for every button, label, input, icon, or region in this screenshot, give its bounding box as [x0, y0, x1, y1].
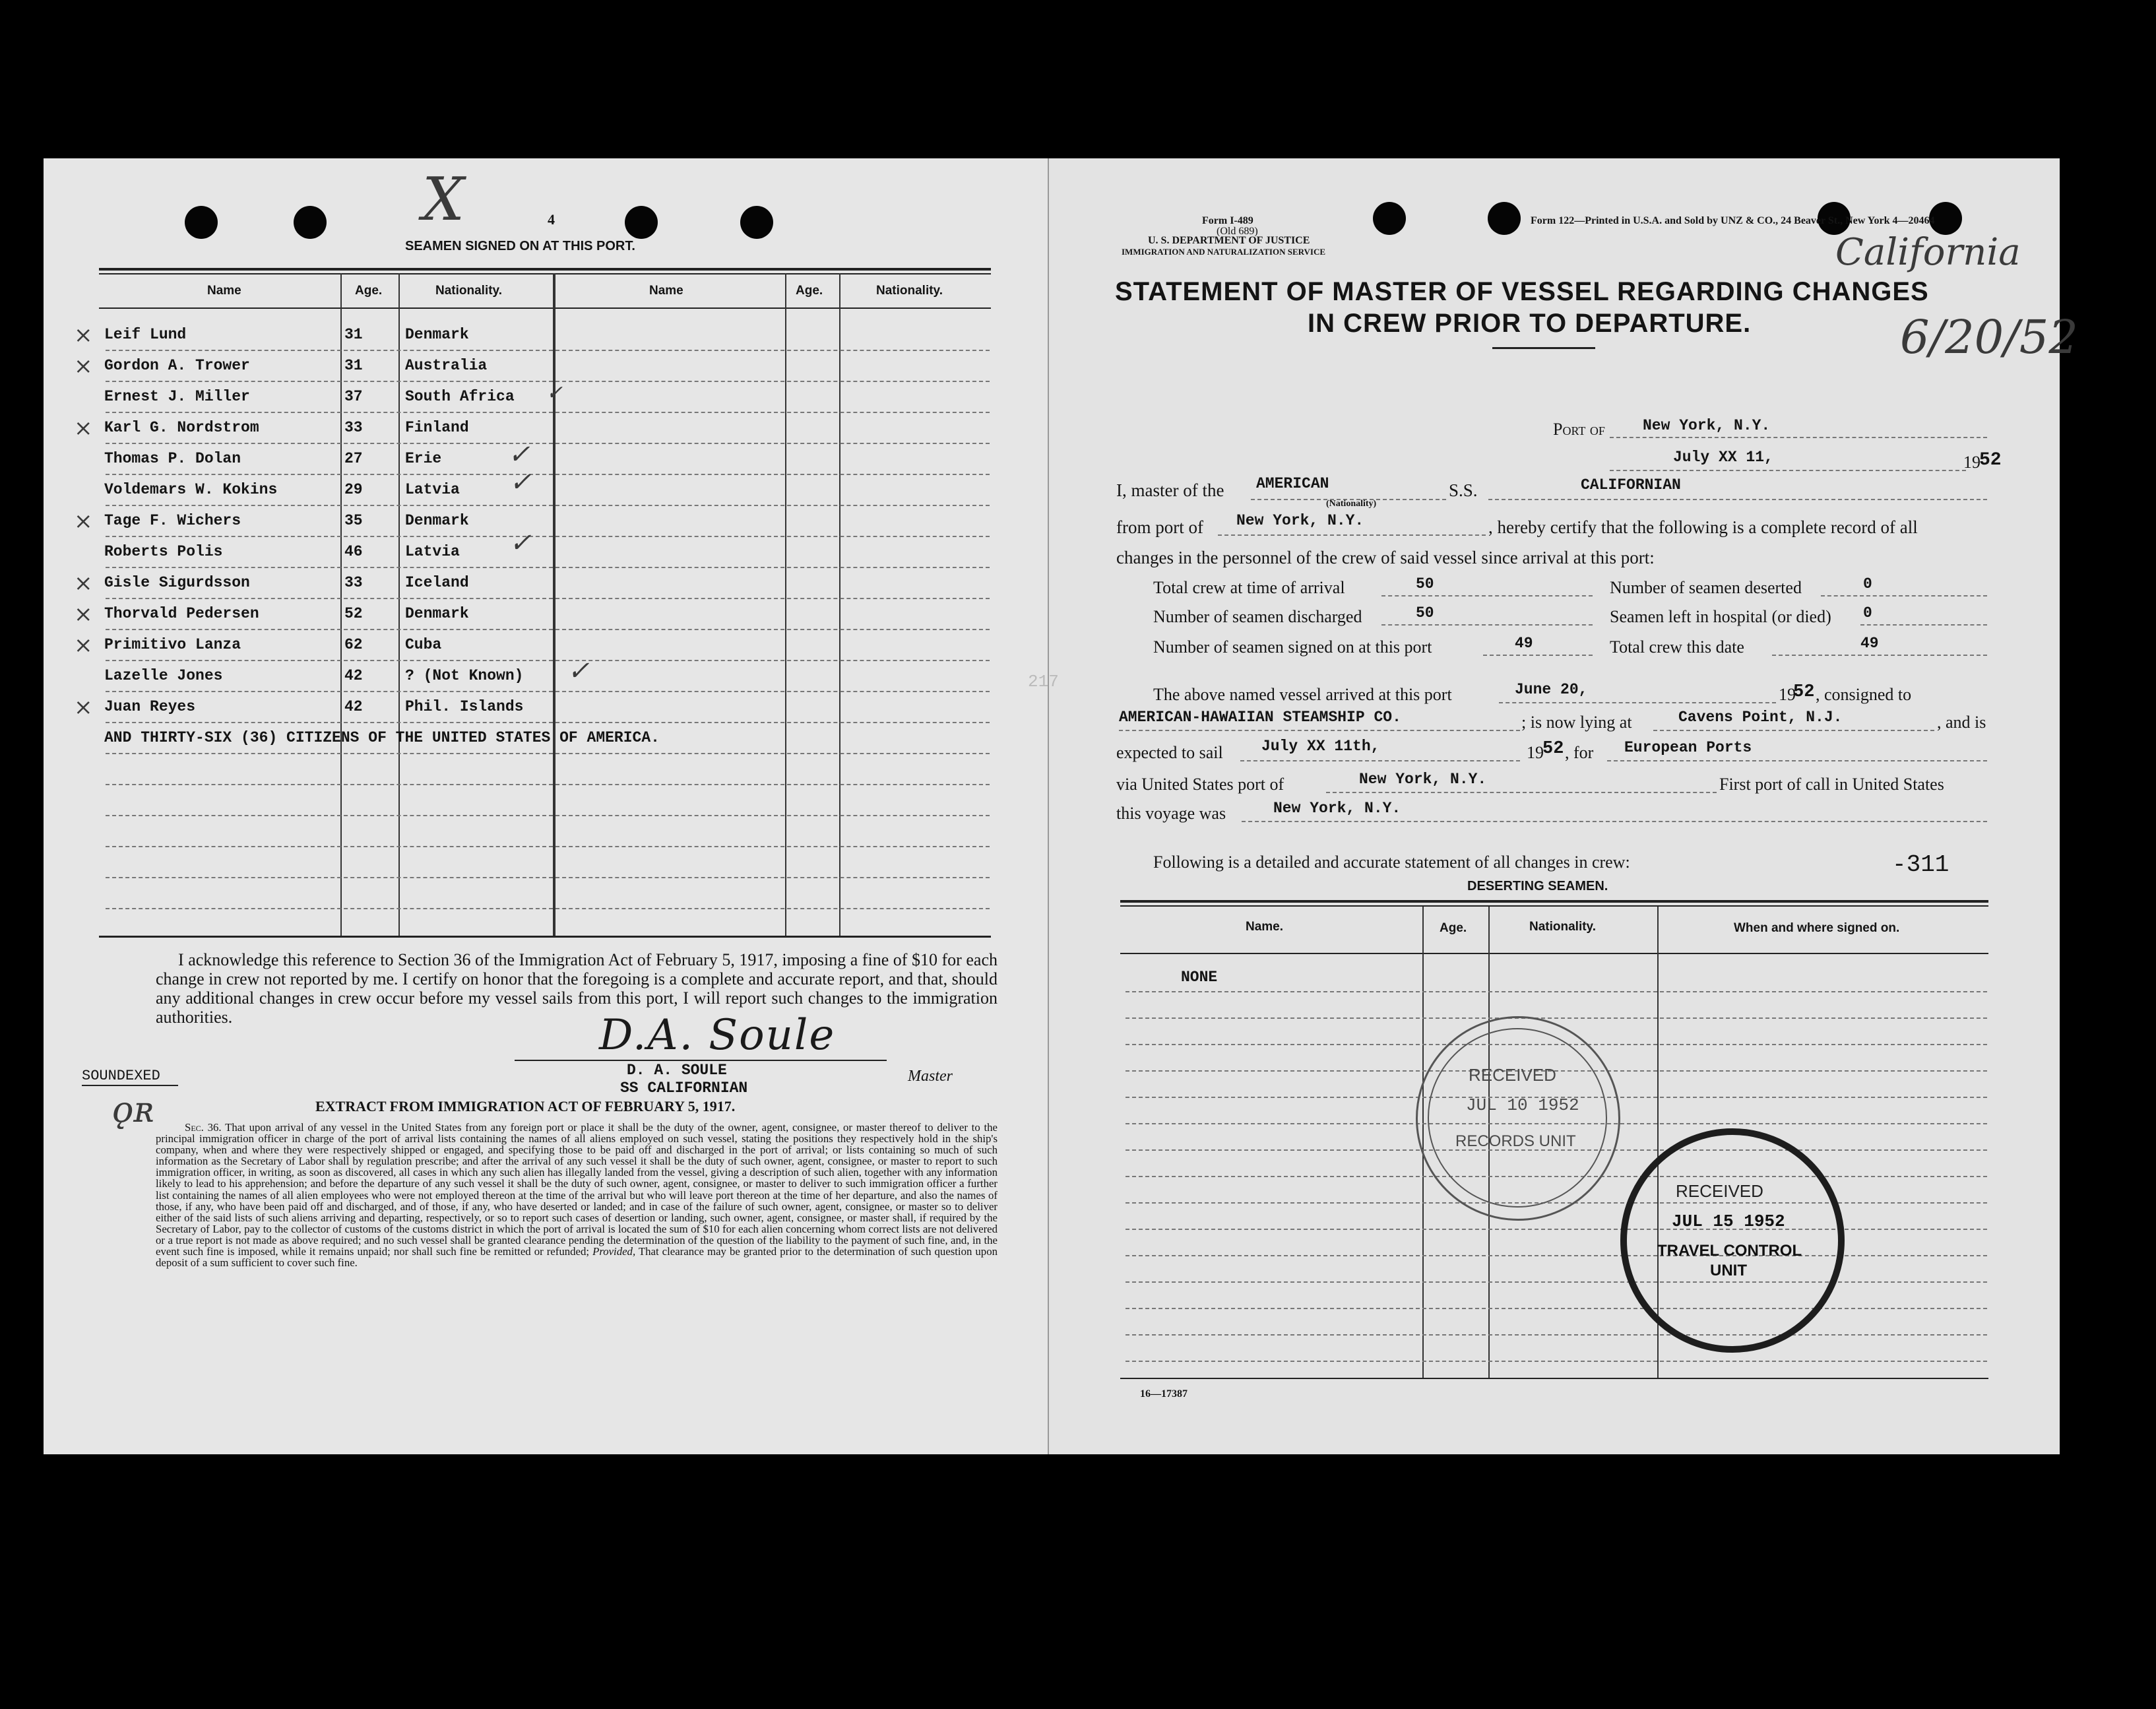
row-rule [1126, 1255, 1987, 1256]
crew-age: 31 [344, 326, 363, 343]
row-rule [106, 474, 990, 475]
voyage-value: New York, N.Y. [1273, 800, 1401, 817]
lying-value: Cavens Point, N.J. [1678, 709, 1843, 726]
desert-table-bottom [1120, 1378, 1988, 1379]
changes-text: changes in the personnel of the crew of said vessel since arrival at this port: [1116, 548, 1655, 567]
via-rule [1326, 792, 1717, 793]
cross-mark: × [74, 601, 93, 628]
section-heading: SEAMEN SIGNED ON AT THIS PORT. [405, 239, 635, 253]
column-divider [553, 273, 555, 937]
crew-name: Karl G. Nordstrom [104, 419, 259, 436]
crew-nationality: Finland [405, 419, 469, 436]
soundexed-underline [82, 1085, 178, 1086]
crew-age: 33 [344, 419, 363, 436]
row-rule [106, 505, 990, 506]
deserted-label: Number of seamen deserted [1610, 578, 1802, 597]
vessel-name: CALIFORNIAN [1581, 476, 1681, 494]
master-label: Master [908, 1068, 953, 1085]
port-value: New York, N.Y. [1643, 417, 1771, 434]
column-header: Age. [355, 284, 383, 298]
discharged-label: Number of seamen discharged [1153, 607, 1362, 626]
date-rule [1610, 470, 1966, 471]
row-rule [106, 443, 990, 444]
cross-mark: × [74, 415, 93, 441]
punch-hole [294, 206, 327, 239]
row-rule [1126, 1229, 1987, 1230]
stat-rule [1821, 595, 1987, 597]
cross-mark: × [74, 632, 93, 659]
crew-age: 46 [344, 543, 363, 560]
crew-nationality: Iceland [405, 574, 469, 591]
acknowledgement-text: I acknowledge this reference to Section 36 of the Immigration Act of February 5, 1917, imposing a fine of $10 for each change in crew not reported by me. I certify on honor that the foregoing is a complete and accurate report, and that, should any additional changes in crew occur before my vessel sails from this port, I will report such changes to the immigration authorities. [156, 950, 998, 1027]
desert-table-top [1120, 900, 1988, 903]
column-divider [340, 273, 342, 937]
crew-name: Lazelle Jones [104, 667, 223, 684]
punch-hole [1488, 202, 1521, 235]
crew-nationality: South Africa [405, 388, 515, 405]
lying-label: ; is now lying at [1521, 713, 1632, 732]
extract-body: That upon arrival of any vessel in the United States from any foreign port or place it shall be the duty of the owner, agent, consignee, or master thereof to deliver to the principal immigration officer in charge of the port of arrival lists containing the names of all aliens employed on such vessel, stating the positions they respectively hold in the ship's company, when and where they were respectively shipped or engaged, and specifying those to be paid off and discharged in the port of arrival; or lists containing so much of such information as the Secretary of Labor shall by regulation prescribe; and after the arrival of any such vessel it shall be the duty of such owner, agent, consignee, or master to report to such immigration officer, in writing, as soon as discovered, all cases in which any such alien has illegally landed from the vessel, giving a description of such alien, together with any information likely to lead to his apprehension; and before the departure of any such vessel it shall be the duty of such owner, agent, consignee, or master to deliver to such immigration officer a further list containing the names of all alien employees who were not employed thereon at the time of the arrival but who will leave port thereon at the time of her departure, and also the names of those, if any, who have been paid off and discharged, and of those, if any, who have deserted or landed; and in case of the failure of such owner, agent, consignee, or master so to deliver either of the said lists of such aliens arriving and departing, respectively, or so to report such cases of desertion or landing, such owner, agent, consignee, or master shall, if required by the Secretary of Labor, pay to the collector of customs of the customs district in which the port of arrival is located the sum of $10 for each alien concerning whom correct lists are not delivered or a true report is not made as above required; and no such vessel shall be granted clearance pending the determination of the question of the liability to the payment of such fine, and, in the event such fine is imposed, while it remains unpaid; nor shall such fine be remitted or refunded; [156, 1121, 998, 1258]
column-header: Age. [796, 284, 823, 298]
table-top-rule [99, 268, 991, 271]
date-year-prefix: 19 [1963, 453, 1981, 472]
following-label: Following is a detailed and accurate statement of all changes in crew: [1153, 853, 1630, 872]
department-name: U. S. DEPARTMENT OF JUSTICE [1148, 235, 1310, 246]
crew-name: Tage F. Wichers [104, 512, 241, 529]
service-name: IMMIGRATION AND NATURALIZATION SERVICE [1122, 247, 1326, 257]
and-is-label: , and is [1937, 713, 1986, 732]
desert-column-header: Name. [1246, 920, 1284, 934]
arrived-value: June 20, [1515, 681, 1588, 698]
lying-rule [1653, 730, 1934, 731]
consignee: AMERICAN-HAWAIIAN STEAMSHIP CO. [1119, 709, 1401, 726]
deserting-heading: DESERTING SEAMEN. [1467, 879, 1608, 893]
cross-mark: × [74, 508, 93, 534]
crew-nationality: Erie [405, 450, 442, 467]
extract-lead: Sec. 36. [185, 1121, 222, 1134]
total-crew-arrival-value: 50 [1416, 575, 1434, 593]
title-underline [1492, 347, 1595, 349]
stamp-received-label: RECEIVED [1676, 1181, 1763, 1201]
punch-hole [1373, 202, 1406, 235]
vessel-rule [1488, 499, 1987, 500]
column-header: Name [649, 284, 683, 298]
crew-age: 35 [344, 512, 363, 529]
check-mark: ✓ [546, 381, 563, 404]
crew-name: Juan Reyes [104, 698, 196, 715]
crew-age: 33 [344, 574, 363, 591]
stamp-unit: TRAVEL CONTROL [1657, 1242, 1802, 1260]
crew-age: 37 [344, 388, 363, 405]
extract-text [156, 1122, 998, 1268]
crew-nationality: Denmark [405, 605, 469, 622]
stamp-date: JUL 10 1952 [1466, 1095, 1579, 1115]
stamp-unit: RECORDS UNIT [1455, 1132, 1576, 1150]
reference-number: -311 [1892, 851, 1950, 878]
desert-table-header-rule [1120, 953, 1988, 954]
consignee-rule [1119, 730, 1520, 731]
stamp-date: JUL 15 1952 [1672, 1211, 1785, 1231]
date-value: July XX 11, [1673, 449, 1773, 466]
extract-title: EXTRACT FROM IMMIGRATION ACT OF FEBRUARY 5, 1917. [315, 1098, 736, 1114]
hospital-value: 0 [1863, 604, 1872, 622]
row-rule [1126, 1361, 1987, 1362]
master-of-label: I, master of the [1116, 480, 1224, 500]
row-rule [106, 753, 990, 754]
port-label: Port of [1553, 420, 1605, 439]
desert-column-header: Age. [1440, 921, 1467, 935]
check-mark: ✓ [567, 656, 590, 686]
row-rule [106, 660, 990, 661]
hospital-label: Seamen left in hospital (or died) [1610, 607, 1831, 626]
voyage-label: this voyage was [1116, 804, 1226, 823]
arrived-year-prefix: 19 [1779, 685, 1796, 704]
expected-label: expected to sail [1116, 743, 1223, 762]
first-port-label: First port of call in United States [1719, 775, 1944, 794]
extract-provided: Provided, [592, 1245, 636, 1258]
row-rule [106, 629, 990, 630]
table-top-rule [99, 273, 991, 274]
arrived-rule [1499, 702, 1776, 703]
expected-value: July XX 11th, [1261, 738, 1380, 755]
row-rule [106, 350, 990, 351]
via-value: New York, N.Y. [1359, 771, 1487, 788]
desert-entry: NONE [1181, 969, 1218, 986]
crew-age: 27 [344, 450, 363, 467]
form-title-line-2: IN CREW PRIOR TO DEPARTURE. [1308, 309, 1752, 338]
total-crew-date-label: Total crew this date [1610, 637, 1744, 657]
row-rule [106, 877, 990, 878]
handwritten-x-mark: X [422, 165, 465, 234]
form-number: Form I-489 [1202, 215, 1253, 226]
stat-rule [1772, 655, 1987, 656]
signature-rule [515, 1060, 887, 1061]
signed-on-label: Number of seamen signed on at this port [1153, 637, 1432, 657]
extract-tail: That clearance may be granted prior to the determination of such question upon deposit of a sum sufficient to cover such fine. [156, 1245, 998, 1270]
signed-on-value: 49 [1515, 635, 1533, 652]
soundexed-stamp: SOUNDEXED [82, 1068, 160, 1084]
column-header: Name [207, 284, 241, 298]
row-rule [106, 908, 990, 909]
crew-nationality: Denmark [405, 326, 469, 343]
handwritten-ship-name: California [1835, 231, 2021, 274]
received-stamp-inner-ring [1428, 1028, 1607, 1208]
row-rule [106, 598, 990, 599]
column-divider [839, 273, 840, 937]
signer-ship: SS CALIFORNIAN [620, 1080, 748, 1097]
check-mark: ✓ [508, 439, 530, 470]
certify-text: , hereby certify that the following is a complete record of all [1488, 517, 1918, 537]
crew-name: Gordon A. Trower [104, 357, 250, 374]
from-port-rule [1218, 534, 1486, 536]
destination: European Ports [1624, 739, 1752, 756]
column-header: Nationality. [876, 284, 943, 298]
crew-name: Roberts Polis [104, 543, 223, 560]
crew-name: Ernest J. Miller [104, 388, 250, 405]
consigned-label: , consigned to [1816, 685, 1912, 704]
page-number: 4 [548, 211, 555, 228]
arrived-year: 52 [1793, 682, 1815, 702]
cross-mark: × [74, 322, 93, 348]
row-rule [1126, 991, 1987, 992]
column-divider [785, 273, 786, 937]
crew-nationality: Australia [405, 357, 488, 374]
handwritten-date: 6/20/52 [1900, 310, 2078, 364]
crew-nationality: Latvia [405, 543, 460, 560]
column-header: Nationality. [435, 284, 502, 298]
punch-hole [185, 206, 218, 239]
row-rule [106, 567, 990, 568]
destination-rule [1607, 760, 1987, 761]
expected-year: 52 [1542, 739, 1564, 759]
crew-age: 42 [344, 698, 363, 715]
row-rule [1126, 1281, 1987, 1283]
form-title-line-1: STATEMENT OF MASTER OF VESSEL REGARDING CHANGES [1115, 277, 1929, 306]
cross-mark: × [74, 694, 93, 721]
stat-rule [1381, 624, 1593, 626]
crew-age: 52 [344, 605, 363, 622]
crew-name: Gisle Sigurdsson [104, 574, 250, 591]
nationality-value: AMERICAN [1256, 475, 1329, 492]
signer-name: D. A. SOULE [627, 1062, 727, 1079]
crew-name: Thorvald Pedersen [104, 605, 259, 622]
stat-rule [1381, 595, 1593, 597]
crew-nationality: ? (Not Known) [405, 667, 524, 684]
from-port-label: from port of [1116, 517, 1203, 537]
crew-name: Primitivo Lanza [104, 636, 241, 653]
table-bottom-rule [99, 936, 991, 938]
printer-line: Form 122—Printed in U.S.A. and Sold by UNZ & CO., 24 Beaver St., New York 4—20464 [1531, 215, 1935, 226]
expected-rule [1240, 760, 1520, 761]
for-label: , for [1565, 743, 1594, 762]
table-header-rule [99, 307, 991, 309]
row-rule [106, 846, 990, 847]
stamp-received-label: RECEIVED [1469, 1065, 1556, 1085]
crew-name: Thomas P. Dolan [104, 450, 241, 467]
ss-label: S.S. [1449, 480, 1478, 500]
via-label: via United States port of [1116, 775, 1284, 794]
column-divider [398, 273, 400, 937]
stamp-unit: UNIT [1710, 1262, 1747, 1279]
soundexed-handwritten-mark: ǫʀ [112, 1089, 154, 1130]
row-rule [106, 815, 990, 816]
from-port-value: New York, N.Y. [1236, 512, 1364, 529]
stat-rule [1860, 624, 1987, 626]
check-mark: ✓ [509, 528, 532, 558]
stat-rule [1483, 655, 1593, 656]
row-rule [106, 412, 990, 413]
arrived-label: The above named vessel arrived at this port [1153, 685, 1452, 704]
form-old-number: (Old 689) [1217, 226, 1258, 237]
citizens-line: AND THIRTY-SIX (36) CITIZENS OF THE UNITED STATES OF AMERICA. [104, 729, 660, 746]
row-rule [1126, 1308, 1987, 1309]
crew-nationality: Latvia [405, 481, 460, 498]
cross-mark: × [74, 570, 93, 597]
port-rule [1610, 437, 1987, 438]
master-signature: D.A. Soule [599, 1011, 836, 1060]
row-rule [106, 691, 990, 692]
received-stamp-travel-control [1620, 1128, 1845, 1353]
crew-age: 31 [344, 357, 363, 374]
row-rule [1126, 1017, 1987, 1019]
row-rule [1126, 1334, 1987, 1336]
row-rule [106, 722, 990, 723]
total-crew-date-value: 49 [1860, 635, 1879, 652]
total-crew-arrival-label: Total crew at time of arrival [1153, 578, 1345, 597]
check-mark: ✓ [509, 467, 532, 498]
crew-age: 62 [344, 636, 363, 653]
desert-column-header: When and where signed on. [1734, 921, 1900, 935]
punch-hole [625, 206, 658, 239]
crew-name: Voldemars W. Kokins [104, 481, 278, 498]
desert-table-top [1120, 905, 1988, 907]
row-rule [106, 536, 990, 537]
crew-nationality: Phil. Islands [405, 698, 524, 715]
crew-nationality: Denmark [405, 512, 469, 529]
cross-mark: × [74, 353, 93, 379]
crew-age: 42 [344, 667, 363, 684]
faint-mark: 217 [1028, 672, 1059, 692]
form-footer-number: 16—17387 [1140, 1388, 1188, 1400]
expected-year-prefix: 19 [1527, 743, 1544, 762]
crew-nationality: Cuba [405, 636, 442, 653]
nationality-caption: (Nationality) [1326, 499, 1377, 509]
voyage-rule [1242, 821, 1987, 822]
punch-hole [740, 206, 773, 239]
crew-name: Leif Lund [104, 326, 187, 343]
discharged-value: 50 [1416, 604, 1434, 622]
crew-age: 29 [344, 481, 363, 498]
row-rule [106, 784, 990, 785]
desert-column-header: Nationality. [1529, 920, 1596, 934]
date-year: 52 [1979, 450, 2002, 470]
deserted-value: 0 [1863, 575, 1872, 593]
